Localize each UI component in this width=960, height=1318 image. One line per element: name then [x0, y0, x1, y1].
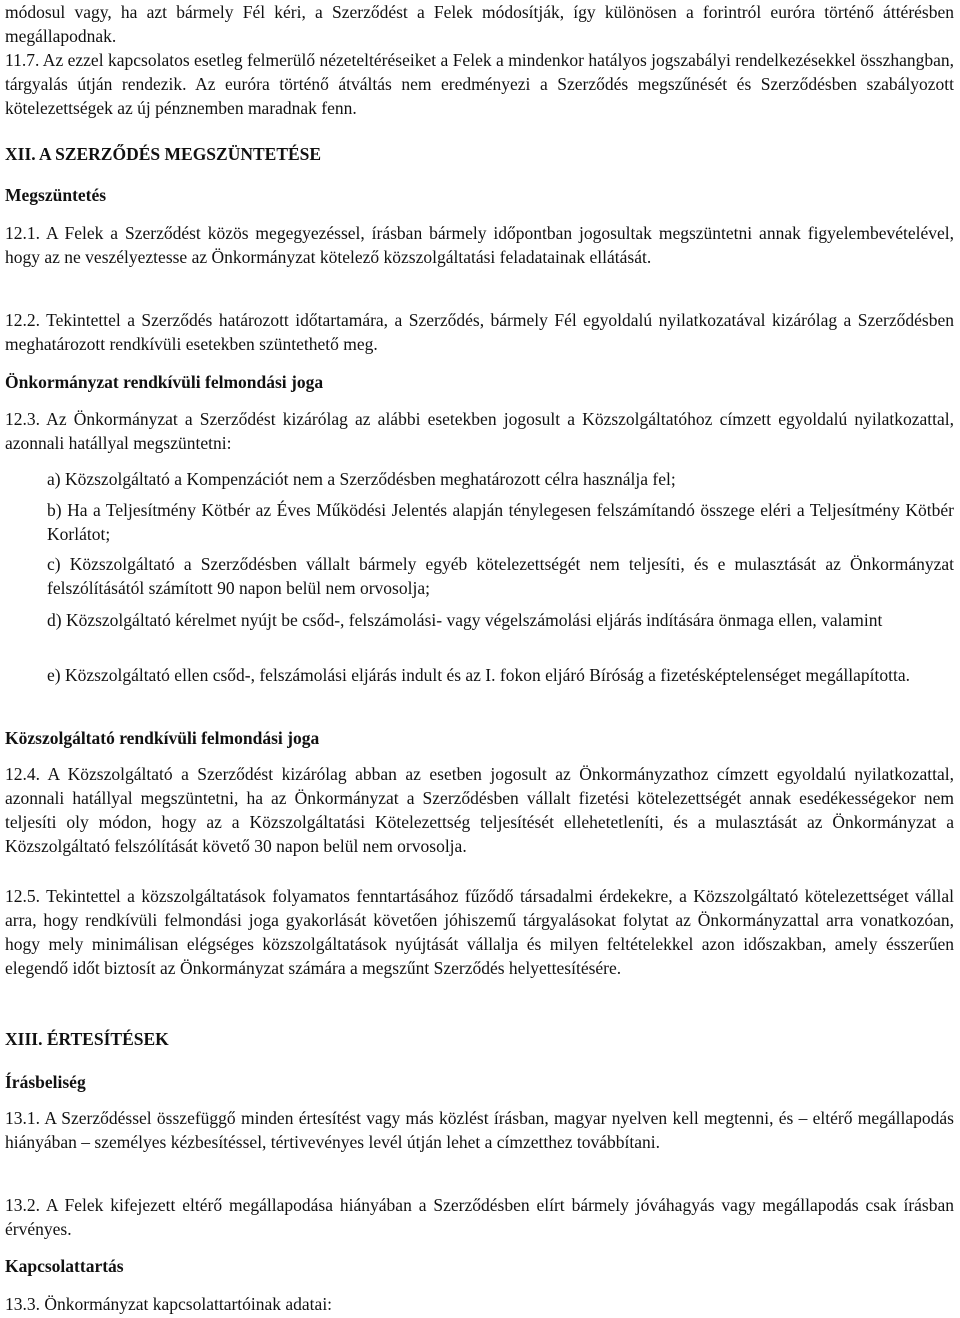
- subheading-irasbeliseg: Írásbeliség: [5, 1072, 86, 1092]
- list-item-d: d) Közszolgáltató kérelmet nyújt be csőd-, felszámolási- vagy végelszámolási eljárás indítására önmaga ellen, valamint: [47, 610, 883, 630]
- list-item-a: a) Közszolgáltató a Kompenzációt nem a Szerződésben meghatározott célra használja fel;: [47, 469, 676, 489]
- list-item-e: e) Közszolgáltató ellen csőd-, felszámolási eljárás indult és az I. fokon eljáró Bíróság a fizetésképtelenséget megállapította.: [47, 665, 911, 685]
- list-item-c: c) Közszolgáltató a Szerződésben vállalt bármely egyéb kötelezettségét nem teljesíti, és e mulasztását az Önkormányzat felszólításától számított 90 napon belül nem orvosolja;: [47, 554, 954, 598]
- paragraph-12-4: 12.4. A Közszolgáltató a Szerződést kizárólag abban az esetben jogosult az Önkormányzathoz címzett egyoldalú nyilatkozattal, azonnali hatállyal megszüntetni, ha az Önkormányzat a Szerződésben vállalt fizetési kötelezettségét annak esedékességekor nem teljesíti oly módon, hogy az a Közszolgáltatási Kötelezettség teljesítését ellehetetleníti, és a mulasztását az Önkormányzat a Közszolgáltató felszólítását követő 30 napon belül nem orvosolja.: [5, 764, 954, 856]
- paragraph-12-3: 12.3. Az Önkormányzat a Szerződést kizárólag az alábbi esetekben jogosult a Közszolgáltatóhoz címzett egyoldalú nyilatkozattal, azonnali hatállyal megszüntetni:: [5, 409, 954, 453]
- paragraph-continued: módosul vagy, ha azt bármely Fél kéri, a Szerződést a Felek módosítják, így különösen a forintról euróra történő áttérésben megállapodnak.: [5, 2, 954, 46]
- paragraph-12-2: 12.2. Tekintettel a Szerződés határozott időtartamára, a Szerződés, bármely Fél egyoldalú nyilatkozatával kizárólag a Szerződésben meghatározott rendkívüli esetekben szüntethető meg.: [5, 310, 954, 354]
- paragraph-11-7: 11.7. Az ezzel kapcsolatos esetleg felmerülő nézeteltéréseiket a Felek a mindenkor hatályos jogszabályi rendelkezésekkel összhangban, tárgyalás útján rendezik. Az euróra történő átváltás nem eredményezi a Szerződés megszűnését és Szerződésben szabályozott kötelezettségek az új pénznemben maradnak fenn.: [5, 50, 954, 118]
- section-heading-xiii: XIII. ÉRTESÍTÉSEK: [5, 1029, 169, 1049]
- subheading-kozszolgaltato-felmondas: Közszolgáltató rendkívüli felmondási joga: [5, 728, 320, 748]
- list-item-b: b) Ha a Teljesítmény Kötbér az Éves Működési Jelentés alapján ténylegesen felszámítandó összege eléri a Teljesítmény Kötbér Korlátot;: [47, 500, 954, 544]
- subheading-onkormanyzat-felmondas: Önkormányzat rendkívüli felmondási joga: [5, 372, 324, 392]
- section-heading-xii: XII. A SZERZŐDÉS MEGSZÜNTETÉSE: [5, 144, 322, 164]
- paragraph-12-5: 12.5. Tekintettel a közszolgáltatások folyamatos fenntartásához fűződő társadalmi érdekekre, a Közszolgáltató kötelezettséget vállal arra, hogy rendkívüli felmondási joga gyakorlását követően jóhiszemű tárgyalásokat folytat az Önkormányzattal arra vonatkozóan, hogy mely minimálisan elégséges közszolgáltatások nyújtását vállalja és milyen feltételekkel azon időszakban, amely ésszerűen elegendő időt biztosít az Önkormányzat számára a megszűnt Szerződés helyettesítésére.: [5, 886, 954, 978]
- paragraph-12-1: 12.1. A Felek a Szerződést közös megegyezéssel, írásban bármely időpontban jogosultak megszüntetni annak figyelembevételével, hogy az ne veszélyeztesse az Önkormányzat kötelező közszolgáltatási feladatainak ellátását.: [5, 223, 954, 267]
- subheading-kapcsolattartas: Kapcsolattartás: [5, 1256, 124, 1276]
- paragraph-13-1: 13.1. A Szerződéssel összefüggő minden értesítést vagy más közlést írásban, magyar nyelven kell megtenni, és – eltérő megállapodás hiányában – személyes kézbesítéssel, tértivevényes levél útján lehet a címzetthez továbbítani.: [5, 1108, 954, 1152]
- paragraph-13-2: 13.2. A Felek kifejezett eltérő megállapodása hiányában a Szerződésben elírt bármely jóváhagyás vagy megállapodás csak írásban érvényes.: [5, 1195, 954, 1239]
- subheading-megszuntetes: Megszüntetés: [5, 185, 107, 205]
- paragraph-13-3: 13.3. Önkormányzat kapcsolattartóinak adatai:: [5, 1294, 333, 1314]
